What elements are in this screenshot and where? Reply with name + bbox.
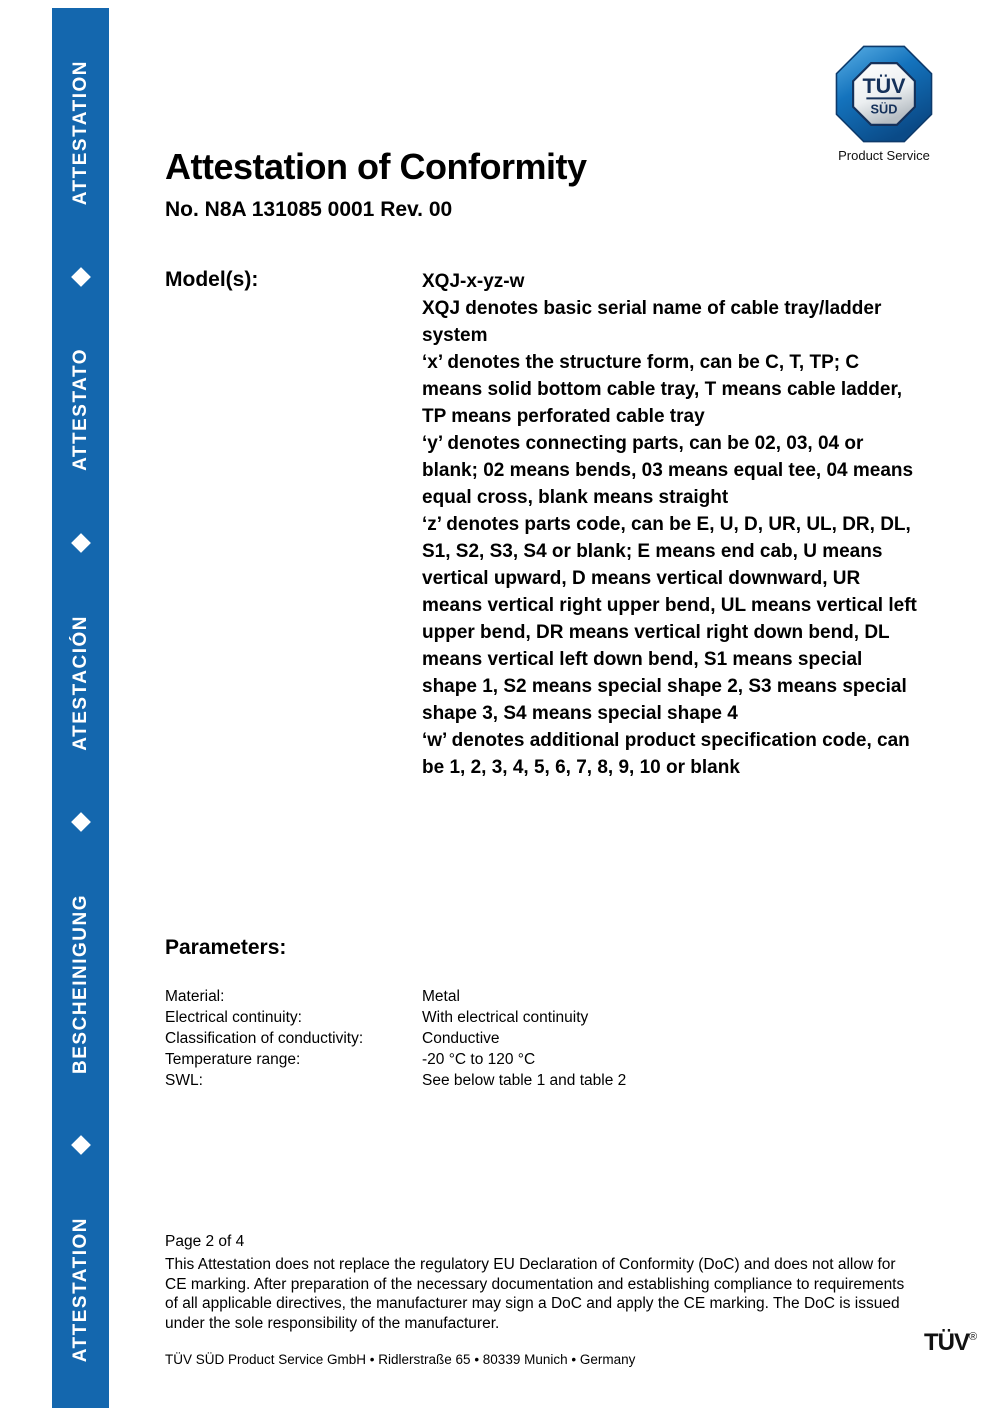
band-word-bescheinigung-de: BESCHEINIGUNG xyxy=(69,893,91,1074)
parameter-row xyxy=(165,1007,885,1028)
parameters-heading: Parameters: xyxy=(165,936,287,959)
tuv-sud-logo xyxy=(828,45,940,163)
model-paragraph: ‘x’ denotes the structure form, can be C, T, TP; C means solid bottom cable tray, T means cable ladder, TP means perforated cable tray xyxy=(422,352,903,427)
model-paragraph: XQJ denotes basic serial name of cable tray/ladder system xyxy=(422,298,882,346)
parameter-row xyxy=(165,1070,885,1091)
parameter-label: Temperature range: xyxy=(165,1051,301,1068)
diamond-separator-icon xyxy=(71,533,91,553)
model-paragraph: ‘w’ denotes additional product specification code, can be 1, 2, 3, 4, 5, 6, 7, 8, 9, 10 or blank xyxy=(422,730,910,778)
band-word-attestato-it: ATTESTATO xyxy=(69,348,91,472)
parameter-label: Electrical continuity: xyxy=(165,1009,302,1026)
model-label: Model(s): xyxy=(165,268,259,291)
logo-caption: Product Service xyxy=(838,148,930,163)
diamond-separator-icon xyxy=(71,1135,91,1155)
svg-text:TÜV: TÜV xyxy=(862,73,906,99)
company-address: TÜV SÜD Product Service GmbH • Ridlerstraße 65 • 80339 Munich • Germany xyxy=(165,1352,636,1367)
parameter-row xyxy=(165,1028,885,1049)
parameter-value: With electrical continuity xyxy=(422,1009,589,1026)
parameter-value: Metal xyxy=(422,988,460,1005)
tuv-wordmark xyxy=(924,1329,977,1357)
tuv-sud-octagon-icon xyxy=(834,45,934,143)
language-band xyxy=(52,8,109,1408)
band-word-atestacion-es: ATESTACIÓN xyxy=(69,614,91,751)
parameter-row xyxy=(165,1049,885,1070)
model-code: XQJ-x-yz-w xyxy=(422,271,525,292)
parameter-value: See below table 1 and table 2 xyxy=(422,1072,627,1089)
parameter-value: -20 °C to 120 °C xyxy=(422,1051,536,1068)
certificate-number: No. N8A 131085 0001 Rev. 00 xyxy=(165,198,453,221)
diamond-separator-icon xyxy=(71,812,91,832)
parameter-label: SWL: xyxy=(165,1072,203,1089)
diamond-separator-icon xyxy=(71,267,91,287)
parameters-table xyxy=(165,986,885,1091)
svg-text:SÜD: SÜD xyxy=(870,101,898,117)
parameter-label: Material: xyxy=(165,988,225,1005)
registered-trademark-icon: ® xyxy=(969,1331,978,1343)
parameter-label: Classification of conductivity: xyxy=(165,1030,364,1047)
tuv-wordmark-text: TÜV xyxy=(924,1329,969,1356)
disclaimer-text: This Attestation does not replace the regulatory EU Declaration of Conformity (DoC) and does not allow for CE marking. After preparation of the necessary documentation and establishing compliance to requirements of all applicable directives, the manufacturer may sign a DoC and apply the CE marking. The DoC is issued under the sole responsibility of the manufacturer. xyxy=(165,1256,905,1332)
model-paragraph: ‘y’ denotes connecting parts, can be 02, 03, 04 or blank; 02 means bends, 03 means equal tee, 04 means equal cross, blank means straight xyxy=(422,433,914,508)
model-description xyxy=(422,268,919,781)
band-word-attestation-fr: ATTESTATION xyxy=(69,1216,91,1362)
band-word-attestation-en: ATTESTATION xyxy=(69,60,91,206)
page-number: Page 2 of 4 xyxy=(165,1233,245,1250)
parameter-row xyxy=(165,986,885,1007)
parameter-value: Conductive xyxy=(422,1030,500,1047)
page-title: Attestation of Conformity xyxy=(165,146,587,187)
model-paragraph: ‘z’ denotes parts code, can be E, U, D, UR, UL, DR, DL, S1, S2, S3, S4 or blank; E means end cab, U means vertical upward, D means vertical downward, UR means vertical right upper bend, UL means vertical left upper bend, DR means vertical right down bend, DL means vertical left down bend, S1 means special shape 1, S2 means special shape 2, S3 means special shape 3, S4 means special shape 4 xyxy=(422,514,917,724)
model-section xyxy=(165,268,917,781)
